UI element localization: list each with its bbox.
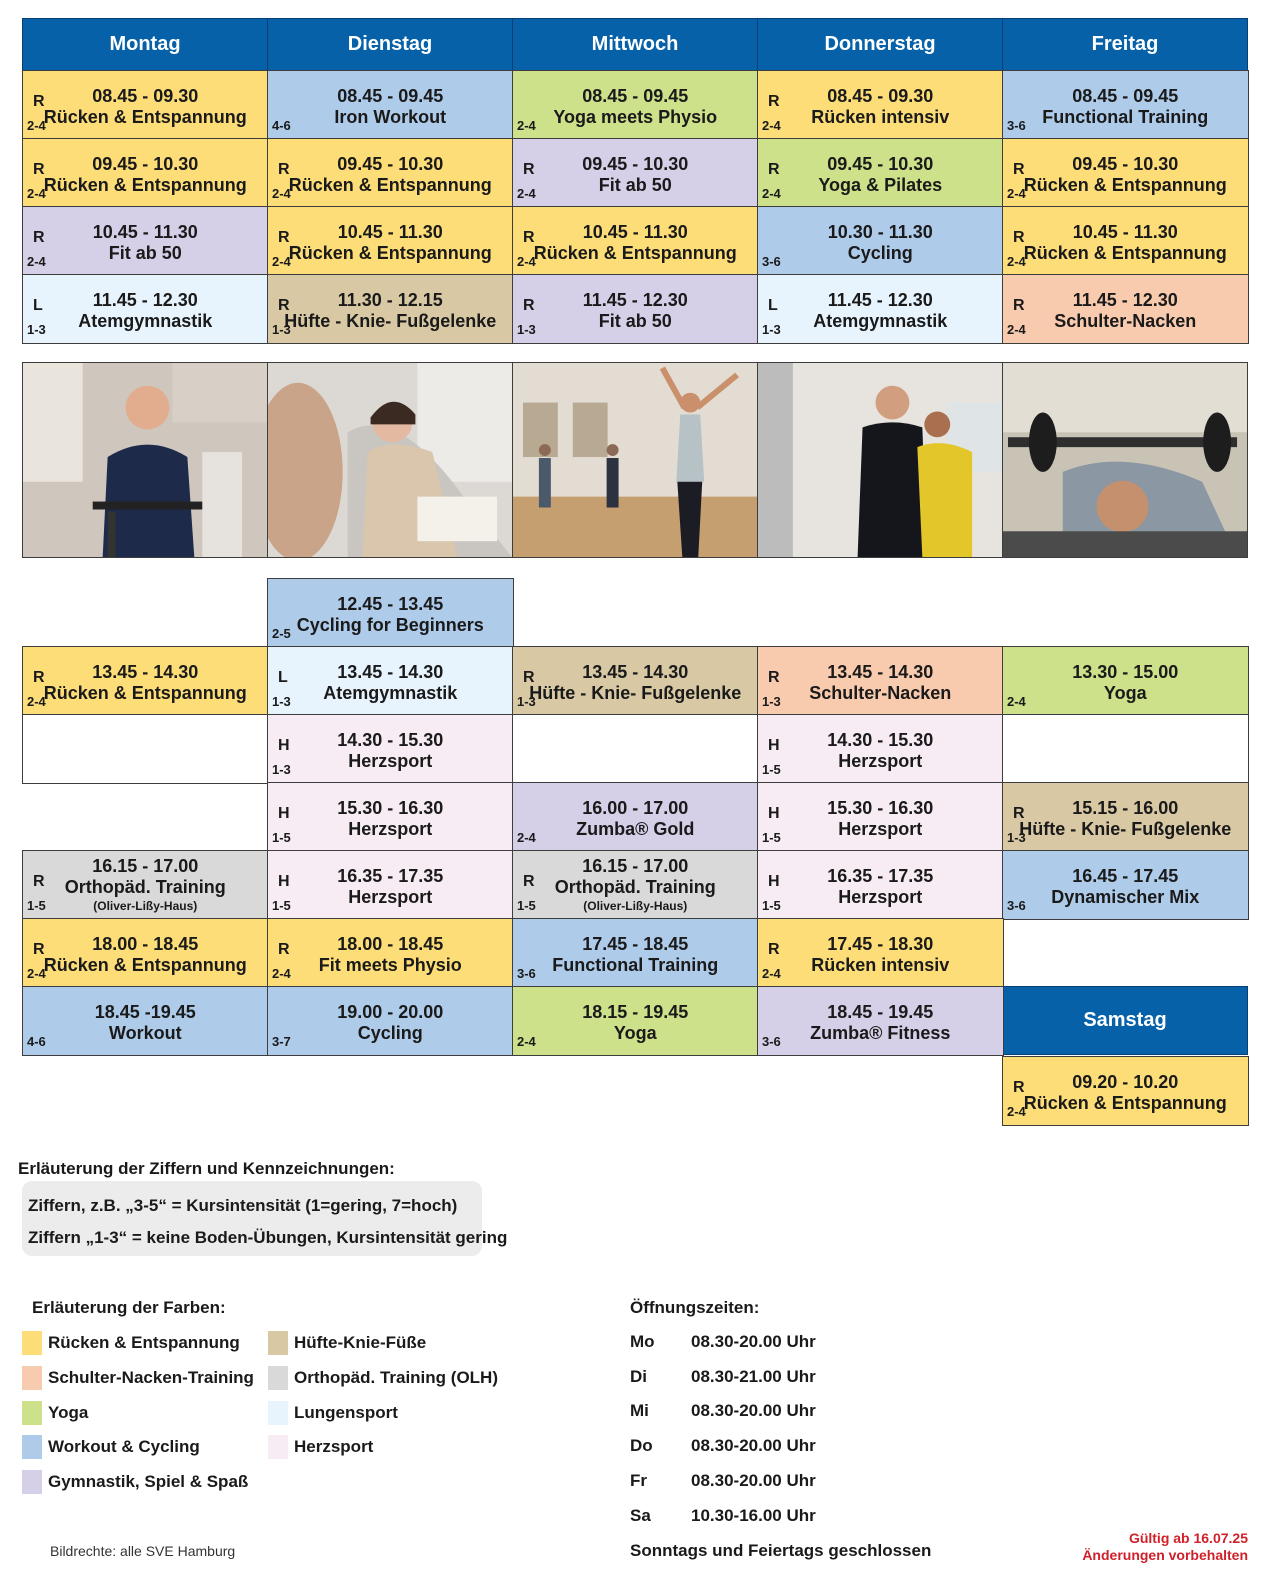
course-time: 08.45 - 09.45 xyxy=(582,86,689,106)
course-intensity: 2-4 xyxy=(272,185,291,201)
course-intensity: 2-4 xyxy=(1007,321,1026,337)
course-intensity: 2-4 xyxy=(272,253,291,269)
course-intensity: 1-5 xyxy=(272,829,291,845)
legend-swatch xyxy=(22,1331,42,1355)
course-code: R xyxy=(33,669,45,686)
validity-date: Gültig ab 16.07.25 xyxy=(1128,1530,1248,1546)
course-intensity: 2-4 xyxy=(27,965,46,981)
opening-day: Mi xyxy=(630,1401,649,1421)
opening-time: 08.30-20.00 Uhr xyxy=(691,1436,816,1456)
course-code: R xyxy=(1013,1079,1025,1096)
course-intensity: 1-3 xyxy=(762,693,781,709)
empty-slot xyxy=(1002,714,1249,784)
course-name: Workout xyxy=(108,1023,182,1043)
course-name: Rücken & Entspannung xyxy=(288,175,492,195)
course-code: L xyxy=(278,669,288,686)
course-intensity: 1-5 xyxy=(27,897,46,913)
course-location: (Oliver-Lißy-Haus) xyxy=(583,899,688,913)
schedule-saturday xyxy=(1002,1056,1247,1124)
course-time: 18.45 - 19.45 xyxy=(827,1002,934,1022)
course-code: R xyxy=(523,297,535,314)
course-code: R xyxy=(278,229,290,246)
course-cell[interactable] xyxy=(1002,850,1249,920)
course-cell[interactable] xyxy=(757,714,1004,784)
course-time: 17.45 - 18.45 xyxy=(582,934,689,954)
course-time: 08.45 - 09.30 xyxy=(92,86,199,106)
course-cell[interactable] xyxy=(267,646,514,716)
course-code: R xyxy=(33,941,45,958)
course-cell[interactable] xyxy=(267,70,514,140)
course-name: Fit ab 50 xyxy=(108,243,182,263)
course-intensity: 2-4 xyxy=(272,965,291,981)
course-cell[interactable] xyxy=(267,138,514,208)
course-time: 08.45 - 09.30 xyxy=(827,86,934,106)
colors-legend-title: Erläuterung der Farben: xyxy=(32,1298,226,1317)
legend-label: Schulter-Nacken-Training xyxy=(48,1368,254,1387)
course-name: Cycling for Beginners xyxy=(296,615,484,635)
course-time: 13.45 - 14.30 xyxy=(827,662,934,682)
photo-group-exercise xyxy=(513,363,758,557)
course-code: R xyxy=(278,297,290,314)
course-code: R xyxy=(278,161,290,178)
course-cell[interactable] xyxy=(757,850,1004,920)
course-cell[interactable] xyxy=(1002,782,1249,852)
course-name: Schulter-Nacken xyxy=(809,683,952,703)
course-time: 10.45 - 11.30 xyxy=(337,222,443,242)
legend-label: Rücken & Entspannung xyxy=(48,1333,240,1352)
photo-cycling-man xyxy=(23,363,268,557)
course-time: 13.45 - 14.30 xyxy=(337,662,444,682)
course-intensity: 4-6 xyxy=(27,1033,46,1049)
course-time: 09.45 - 10.30 xyxy=(582,154,689,174)
opening-time: 08.30-20.00 Uhr xyxy=(691,1332,816,1351)
explanation-title: Erläuterung der Ziffern und Kennzeichnungen: xyxy=(18,1159,395,1178)
course-intensity: 1-5 xyxy=(762,897,781,913)
course-code: H xyxy=(768,737,780,754)
course-intensity: 1-3 xyxy=(1007,829,1026,845)
course-cell[interactable] xyxy=(267,274,514,344)
course-intensity: 3-6 xyxy=(762,1033,781,1049)
course-cell[interactable] xyxy=(757,986,1004,1056)
saturday-header: Samstag xyxy=(1002,986,1248,1055)
course-location: (Oliver-Lißy-Haus) xyxy=(93,899,198,913)
course-name: Atemgymnastik xyxy=(323,683,458,703)
course-cell[interactable] xyxy=(757,274,1004,344)
course-intensity: 1-3 xyxy=(272,321,291,337)
course-cell[interactable] xyxy=(267,918,514,988)
course-time: 15.15 - 16.00 xyxy=(1072,798,1179,818)
course-time: 09.45 - 10.30 xyxy=(1072,154,1179,174)
course-name: Rücken intensiv xyxy=(811,955,950,975)
course-time: 13.45 - 14.30 xyxy=(582,662,689,682)
course-cell[interactable] xyxy=(22,918,269,988)
empty-slot xyxy=(22,714,269,784)
legend-label: Workout & Cycling xyxy=(48,1437,200,1456)
course-name: Rücken & Entspannung xyxy=(1023,243,1227,263)
course-cell[interactable] xyxy=(757,782,1004,852)
opening-day: Fr xyxy=(630,1470,647,1490)
course-intensity: 1-3 xyxy=(272,693,291,709)
course-cell[interactable] xyxy=(512,138,759,208)
course-name: Iron Workout xyxy=(334,107,447,127)
legend-item xyxy=(22,1331,240,1355)
course-name: Herzsport xyxy=(838,887,923,907)
opening-day: Mo xyxy=(630,1332,655,1351)
course-time: 15.30 - 16.30 xyxy=(337,798,444,818)
course-time: 10.45 - 11.30 xyxy=(582,222,688,242)
course-cell[interactable] xyxy=(267,206,514,276)
course-time: 19.00 - 20.00 xyxy=(337,1002,444,1022)
legend-label: Orthopäd. Training (OLH) xyxy=(294,1368,498,1387)
photo-strip xyxy=(22,362,1248,558)
course-code: R xyxy=(33,93,45,110)
course-intensity: 2-4 xyxy=(27,253,46,269)
course-code: R xyxy=(33,161,45,178)
course-intensity: 4-6 xyxy=(272,117,291,133)
opening-time: 08.30-21.00 Uhr xyxy=(691,1366,816,1386)
course-time: 11.45 - 12.30 xyxy=(1072,290,1178,310)
course-time: 18.15 - 19.45 xyxy=(582,1002,689,1022)
course-cell[interactable] xyxy=(267,578,514,648)
course-name: Dynamischer Mix xyxy=(1051,887,1200,907)
course-cell[interactable] xyxy=(1002,1056,1249,1126)
day-header-0: Montag xyxy=(22,18,268,71)
course-intensity: 2-5 xyxy=(272,625,291,641)
course-name: Herzsport xyxy=(838,751,923,771)
course-name: Functional Training xyxy=(1042,107,1209,127)
course-intensity: 3-6 xyxy=(1007,117,1026,133)
legend-item xyxy=(268,1331,426,1355)
course-intensity: 1-5 xyxy=(762,829,781,845)
legend-label: Herzsport xyxy=(294,1437,374,1456)
course-code: H xyxy=(768,805,780,822)
course-name: Rücken & Entspannung xyxy=(1023,175,1227,195)
course-time: 16.35 - 17.35 xyxy=(827,866,934,886)
course-name: Rücken & Entspannung xyxy=(43,955,247,975)
course-intensity: 1-3 xyxy=(517,321,536,337)
course-time: 09.45 - 10.30 xyxy=(827,154,934,174)
course-intensity: 2-4 xyxy=(27,185,46,201)
course-cell[interactable] xyxy=(267,782,514,852)
course-code: R xyxy=(768,93,780,110)
course-time: 10.30 - 11.30 xyxy=(827,222,933,242)
course-name: Rücken & Entspannung xyxy=(43,175,247,195)
course-code: R xyxy=(523,669,535,686)
course-time: 18.45 -19.45 xyxy=(94,1002,196,1022)
course-intensity: 2-4 xyxy=(1007,185,1026,201)
course-intensity: 2-4 xyxy=(1007,693,1026,709)
course-intensity: 2-4 xyxy=(517,1033,536,1049)
opening-time: 10.30-16.00 Uhr xyxy=(691,1505,816,1525)
course-code: H xyxy=(278,873,290,890)
course-cell[interactable] xyxy=(22,138,269,208)
course-cell[interactable] xyxy=(22,274,269,344)
legend-swatch xyxy=(268,1366,288,1390)
course-time: 10.45 - 11.30 xyxy=(92,222,198,242)
course-name: Herzsport xyxy=(838,819,923,839)
course-time: 08.45 - 09.45 xyxy=(337,86,444,106)
course-intensity: 2-4 xyxy=(762,965,781,981)
course-intensity: 3-6 xyxy=(1007,897,1026,913)
course-code: R xyxy=(768,669,780,686)
course-time: 16.15 - 17.00 xyxy=(92,856,199,876)
legend-label: Yoga xyxy=(48,1403,89,1422)
course-name: Yoga xyxy=(613,1023,657,1043)
photo-cable-training xyxy=(758,363,1003,557)
course-cell[interactable] xyxy=(512,782,759,852)
course-name: Cycling xyxy=(847,243,913,263)
course-time: 11.45 - 12.30 xyxy=(92,290,198,310)
course-cell[interactable] xyxy=(512,70,759,140)
photo-woman-reclining xyxy=(268,363,513,557)
course-name: Fit ab 50 xyxy=(598,311,672,331)
course-intensity: 2-4 xyxy=(762,117,781,133)
course-name: Hüfte - Knie- Fußgelenke xyxy=(529,683,742,703)
legend-item xyxy=(268,1401,398,1425)
explanation-line-2: Ziffern „1-3“ = keine Boden-Übungen, Kursintensität gering xyxy=(28,1228,508,1247)
course-intensity: 2-4 xyxy=(517,117,536,133)
legend-item xyxy=(268,1366,498,1390)
course-cell[interactable] xyxy=(1002,70,1249,140)
course-name: Yoga & Pilates xyxy=(818,175,943,195)
course-name: Herzsport xyxy=(348,819,433,839)
day-header-3: Donnerstag xyxy=(757,18,1003,71)
day-header-1: Dienstag xyxy=(267,18,513,71)
course-cell[interactable] xyxy=(512,850,759,920)
course-name: Zumba® Gold xyxy=(576,819,695,839)
course-name: Rücken & Entspannung xyxy=(43,683,247,703)
explanation-box xyxy=(22,1181,508,1256)
legend-item xyxy=(22,1470,248,1494)
schedule-morning xyxy=(22,18,1247,342)
course-intensity: 1-3 xyxy=(27,321,46,337)
course-time: 12.45 - 13.45 xyxy=(337,594,444,614)
course-code: H xyxy=(278,805,290,822)
course-intensity: 1-3 xyxy=(272,761,291,777)
course-code: R xyxy=(523,161,535,178)
course-intensity: 1-5 xyxy=(272,897,291,913)
course-cell[interactable] xyxy=(512,918,759,988)
course-cell[interactable] xyxy=(267,714,514,784)
legend-item xyxy=(22,1435,200,1459)
course-time: 18.00 - 18.45 xyxy=(92,934,199,954)
legend-item xyxy=(268,1435,373,1459)
course-name: Rücken & Entspannung xyxy=(43,107,247,127)
course-time: 11.45 - 12.30 xyxy=(582,290,688,310)
course-intensity: 2-4 xyxy=(1007,253,1026,269)
course-cell[interactable] xyxy=(267,986,514,1056)
course-intensity: 1-3 xyxy=(762,321,781,337)
legend-label: Lungensport xyxy=(294,1403,398,1422)
course-name: Orthopäd. Training xyxy=(64,877,226,897)
legend-swatch xyxy=(22,1470,42,1494)
course-time: 14.30 - 15.30 xyxy=(337,730,444,750)
course-cell[interactable] xyxy=(267,850,514,920)
course-code: R xyxy=(1013,297,1025,314)
course-code: L xyxy=(33,297,43,314)
opening-day: Do xyxy=(630,1436,653,1456)
course-name: Hüfte - Knie- Fußgelenke xyxy=(284,311,497,331)
course-cell[interactable] xyxy=(757,646,1004,716)
course-time: 17.45 - 18.30 xyxy=(827,934,934,954)
course-intensity: 2-4 xyxy=(27,693,46,709)
course-time: 16.00 - 17.00 xyxy=(582,798,689,818)
course-name: Rücken & Entspannung xyxy=(533,243,737,263)
legend-swatch xyxy=(268,1331,288,1355)
course-code: R xyxy=(768,161,780,178)
course-name: Fit ab 50 xyxy=(598,175,672,195)
course-time: 08.45 - 09.45 xyxy=(1072,86,1179,106)
opening-day: Sa xyxy=(630,1505,651,1525)
course-cell[interactable] xyxy=(1002,274,1249,344)
course-code: R xyxy=(523,873,535,890)
legend-swatch xyxy=(22,1366,42,1390)
course-cell[interactable] xyxy=(512,986,759,1056)
course-name: Herzsport xyxy=(348,887,433,907)
course-time: 11.45 - 12.30 xyxy=(827,290,933,310)
course-cell[interactable] xyxy=(1002,206,1249,276)
course-intensity: 3-6 xyxy=(517,965,536,981)
course-cell[interactable] xyxy=(757,206,1004,276)
opening-hours-title: Öffnungszeiten: xyxy=(630,1298,760,1317)
legend-item xyxy=(22,1401,88,1425)
course-name: Fit meets Physio xyxy=(318,955,462,975)
course-cell[interactable] xyxy=(22,986,269,1056)
course-name: Hüfte - Knie- Fußgelenke xyxy=(1019,819,1232,839)
course-intensity: 3-7 xyxy=(272,1033,291,1049)
course-intensity: 3-6 xyxy=(762,253,781,269)
course-code: R xyxy=(33,873,45,890)
legend-label: Hüfte-Knie-Füße xyxy=(294,1333,427,1352)
course-name: Rücken intensiv xyxy=(811,107,950,127)
course-time: 09.45 - 10.30 xyxy=(92,154,199,174)
closed-note: Sonntags und Feiertags geschlossen xyxy=(630,1541,932,1560)
course-cell[interactable] xyxy=(22,646,269,716)
course-code: R xyxy=(523,229,535,246)
course-cell[interactable] xyxy=(757,918,1004,988)
course-time: 09.45 - 10.30 xyxy=(337,154,444,174)
course-code: H xyxy=(768,873,780,890)
legend-swatch xyxy=(22,1401,42,1425)
course-time: 10.45 - 11.30 xyxy=(1072,222,1178,242)
course-name: Cycling xyxy=(357,1023,423,1043)
image-credit: Bildrechte: alle SVE Hamburg xyxy=(50,1543,236,1559)
course-code: R xyxy=(1013,161,1025,178)
course-cell[interactable] xyxy=(22,70,269,140)
legend-label: Gymnastik, Spiel & Spaß xyxy=(48,1472,249,1491)
course-intensity: 2-4 xyxy=(517,253,536,269)
course-cell[interactable] xyxy=(512,206,759,276)
course-time: 11.30 - 12.15 xyxy=(337,290,443,310)
course-cell[interactable] xyxy=(757,138,1004,208)
course-intensity: 1-5 xyxy=(762,761,781,777)
legend-swatch xyxy=(268,1435,288,1459)
course-code: H xyxy=(278,737,290,754)
day-header-2: Mittwoch xyxy=(512,18,758,71)
course-name: Yoga xyxy=(1103,683,1147,703)
course-intensity: 2-4 xyxy=(762,185,781,201)
course-intensity: 2-4 xyxy=(1007,1103,1026,1119)
course-name: Yoga meets Physio xyxy=(553,107,718,127)
explanation-line-1: Ziffern, z.B. „3-5“ = Kursintensität (1=gering, 7=hoch) xyxy=(28,1196,458,1215)
course-code: R xyxy=(1013,229,1025,246)
legend-swatch xyxy=(22,1435,42,1459)
course-cell[interactable] xyxy=(1002,646,1249,716)
course-intensity: 2-4 xyxy=(27,117,46,133)
course-name: Atemgymnastik xyxy=(813,311,948,331)
photo-bench-press xyxy=(1003,363,1247,557)
day-header-4: Freitag xyxy=(1002,18,1248,71)
course-intensity: 2-4 xyxy=(517,829,536,845)
course-time: 15.30 - 16.30 xyxy=(827,798,934,818)
course-cell[interactable] xyxy=(757,70,1004,140)
course-intensity: 1-5 xyxy=(517,897,536,913)
course-code: R xyxy=(768,941,780,958)
course-name: Rücken & Entspannung xyxy=(1023,1093,1227,1113)
course-code: L xyxy=(768,297,778,314)
course-time: 16.45 - 17.45 xyxy=(1072,866,1179,886)
course-cell[interactable] xyxy=(512,274,759,344)
schedule-afternoon xyxy=(22,578,1247,1054)
course-name: Zumba® Fitness xyxy=(810,1023,951,1043)
course-name: Orthopäd. Training xyxy=(554,877,716,897)
course-intensity: 1-3 xyxy=(517,693,536,709)
course-code: R xyxy=(278,941,290,958)
course-time: 16.15 - 17.00 xyxy=(582,856,689,876)
legend-item xyxy=(22,1366,254,1390)
course-intensity: 2-4 xyxy=(517,185,536,201)
course-name: Schulter-Nacken xyxy=(1054,311,1197,331)
opening-time: 08.30-20.00 Uhr xyxy=(691,1470,816,1490)
course-code: R xyxy=(1013,805,1025,822)
course-time: 09.20 - 10.20 xyxy=(1072,1072,1179,1092)
course-cell[interactable] xyxy=(22,850,269,920)
course-cell[interactable] xyxy=(22,206,269,276)
course-code: R xyxy=(33,229,45,246)
opening-time: 08.30-20.00 Uhr xyxy=(691,1401,816,1421)
course-time: 14.30 - 15.30 xyxy=(827,730,934,750)
course-cell[interactable] xyxy=(1002,138,1249,208)
course-name: Rücken & Entspannung xyxy=(288,243,492,263)
course-name: Functional Training xyxy=(552,955,719,975)
course-cell[interactable] xyxy=(512,646,759,716)
course-time: 13.45 - 14.30 xyxy=(92,662,199,682)
course-name: Herzsport xyxy=(348,751,433,771)
course-time: 13.30 - 15.00 xyxy=(1072,662,1179,682)
course-time: 16.35 - 17.35 xyxy=(337,866,444,886)
empty-slot xyxy=(512,714,759,784)
course-time: 18.00 - 18.45 xyxy=(337,934,444,954)
course-name: Atemgymnastik xyxy=(78,311,213,331)
changes-note: Änderungen vorbehalten xyxy=(1082,1547,1248,1563)
legend-swatch xyxy=(268,1401,288,1425)
opening-day: Di xyxy=(630,1366,647,1386)
